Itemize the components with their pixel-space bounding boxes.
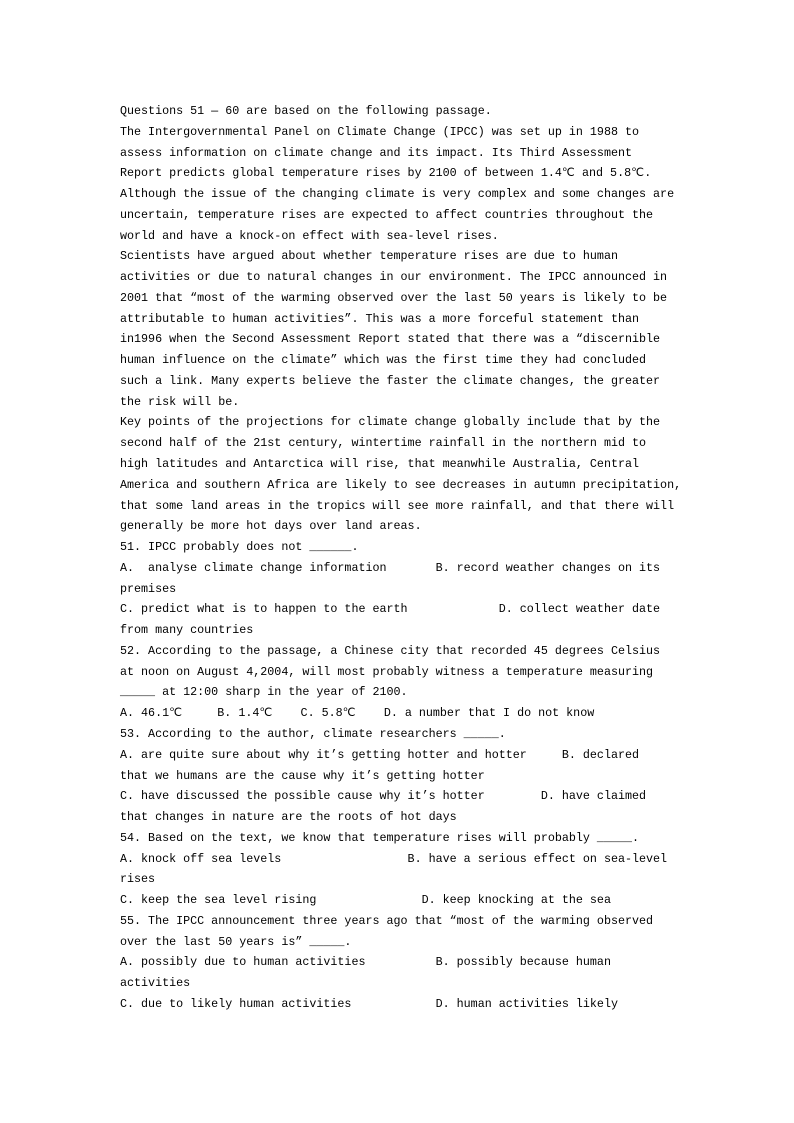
text-line: over the last 50 years is” _____.: [120, 934, 352, 949]
text-line: A. analyse climate change information B. record weather changes on its: [120, 560, 661, 575]
text-line: human influence on the climate” which was the first time they had concluded: [120, 353, 647, 368]
text-line: high latitudes and Antarctica will rise, that meanwhile Australia, Central: [120, 457, 640, 472]
text-line: activities: [120, 976, 191, 991]
text-line: uncertain, temperature rises are expected to affect countries throughout the: [120, 207, 654, 222]
text-line: attributable to human activities”. This was a more forceful statement than: [120, 311, 640, 326]
text-line: A. 46.1℃ B. 1.4℃ C. 5.8℃ D. a number that I do not know: [120, 706, 595, 721]
text-line: 55. The IPCC announcement three years ago that “most of the warming observed: [120, 913, 654, 928]
text-line: such a link. Many experts believe the faster the climate changes, the greater: [120, 373, 661, 388]
text-line: rises: [120, 872, 156, 887]
text-line: Questions 51 — 60 are based on the following passage.: [120, 104, 492, 118]
text-line: at noon on August 4,2004, will most probably witness a temperature measuring: [120, 664, 654, 679]
text-line: 53. According to the author, climate researchers _____.: [120, 726, 506, 741]
text-line: that changes in nature are the roots of hot days: [120, 810, 457, 825]
text-line: C. due to likely human activities D. human activities likely: [120, 996, 618, 1011]
text-line: world and have a knock-on effect with sea-level rises.: [120, 228, 499, 243]
text-line: A. knock off sea levels B. have a serious effect on sea-level: [120, 851, 668, 866]
text-line: C. predict what is to happen to the earth D. collect weather date: [120, 602, 661, 617]
text-line: from many countries: [120, 623, 254, 638]
text-line: 52. According to the passage, a Chinese city that recorded 45 degrees Celsius: [120, 643, 661, 658]
text-line: America and southern Africa are likely to see decreases in autumn precipitation,: [120, 477, 682, 492]
text-line: 54. Based on the text, we know that temperature rises will probably _____.: [120, 830, 640, 845]
text-line: in1996 when the Second Assessment Report stated that there was a “discernible: [120, 332, 661, 347]
text-line: A. are quite sure about why it’s getting hotter and hotter B. declared: [120, 747, 640, 762]
text-line: that we humans are the cause why it’s getting hotter: [120, 768, 485, 783]
text-line: 51. IPCC probably does not ______.: [120, 540, 359, 555]
text-line: activities or due to natural changes in our environment. The IPCC announced in: [120, 270, 668, 285]
text-line: Although the issue of the changing climate is very complex and some changes are: [120, 187, 675, 202]
text-line: the risk will be.: [120, 394, 240, 409]
text-line: C. keep the sea level rising D. keep knocking at the sea: [120, 893, 611, 908]
text-line: that some land areas in the tropics will see more rainfall, and that there will: [120, 498, 675, 513]
text-line: Report predicts global temperature rises by 2100 of between 1.4℃ and 5.8℃.: [120, 166, 652, 181]
text-line: A. possibly due to human activities B. possibly because human: [120, 955, 611, 970]
text-line: C. have discussed the possible cause why it’s hotter D. have claimed: [120, 789, 647, 804]
text-line: Key points of the projections for climate change globally include that by the: [120, 415, 661, 430]
document-page: [120, 101, 681, 1015]
text-line: assess information on climate change and its impact. Its Third Assessment: [120, 145, 632, 160]
text-line: 2001 that “most of the warming observed over the last 50 years is likely to be: [120, 290, 668, 305]
text-line: second half of the 21st century, wintertime rainfall in the northern mid to: [120, 436, 647, 451]
text-line: _____ at 12:00 sharp in the year of 2100.: [120, 685, 408, 700]
text-line: Scientists have argued about whether temperature rises are due to human: [120, 249, 618, 264]
text-line: generally be more hot days over land areas.: [120, 519, 422, 534]
text-line: The Intergovernmental Panel on Climate Change (IPCC) was set up in 1988 to: [120, 124, 640, 139]
text-line: premises: [120, 581, 177, 596]
